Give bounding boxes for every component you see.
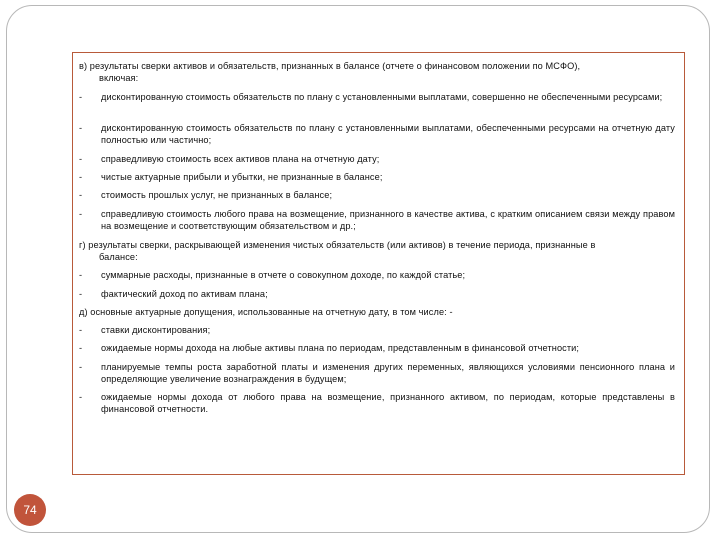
list-item xyxy=(79,342,675,354)
list-item xyxy=(79,91,675,103)
bullet-mark: - xyxy=(79,154,83,164)
list-item-text: ставки дисконтирования; xyxy=(101,325,211,335)
bullet-mark: - xyxy=(79,362,83,372)
list-item-text: планируемые темпы роста заработной платы и изменения других переменных, являющихся условиями пенсионного плана и определяющие увеличение вознаграждения в будущем; xyxy=(101,362,675,384)
list-item-text: ожидаемые нормы дохода от любого права на возмещение, признанного активом, по периодам, которые представлены в финансовой отчетности. xyxy=(101,392,675,414)
bullet-mark: - xyxy=(79,392,83,402)
bullet-mark: - xyxy=(79,172,83,182)
bullet-mark: - xyxy=(79,270,83,280)
list-item-text: ожидаемые нормы дохода на любые активы плана по периодам, представленным в финансовой отчетности; xyxy=(101,343,580,353)
section-d-heading xyxy=(79,306,676,318)
list-item-text: фактический доход по активам плана; xyxy=(101,289,268,299)
list-item xyxy=(79,153,675,165)
list-item-text: справедливую стоимость всех активов плана на отчетную дату; xyxy=(101,154,380,164)
list-item xyxy=(79,391,675,415)
list-item xyxy=(79,189,675,201)
bullet-mark: - xyxy=(79,209,83,219)
bullet-mark: - xyxy=(79,325,83,335)
bullet-mark: - xyxy=(79,92,83,102)
list-item xyxy=(79,269,675,281)
list-item-text: справедливую стоимость любого права на возмещение, признанного в качестве актива, с кратким описанием связи между правом на возмещение и соответствующим обязательством и др.; xyxy=(101,209,675,231)
section-b-line2: включая: xyxy=(99,73,139,83)
list-item xyxy=(79,171,675,183)
bullet-mark: - xyxy=(79,123,83,133)
section-d-line1: д) основные актуарные допущения, использованные на отчетную дату, в том числе: - xyxy=(79,307,453,317)
section-g-line2: балансе: xyxy=(99,252,138,262)
bullet-mark: - xyxy=(79,190,83,200)
page-number: 74 xyxy=(23,503,37,517)
list-item xyxy=(79,361,675,385)
list-item-text: чистые актуарные прибыли и убытки, не признанные в балансе; xyxy=(101,172,383,182)
list-item xyxy=(79,288,675,300)
list-item-text: дисконтированную стоимость обязательств по плану с установленными выплатами, совершенно не обеспеченными ресурсами; xyxy=(101,92,663,102)
list-item xyxy=(79,324,675,336)
bullet-mark: - xyxy=(79,343,83,353)
section-g-heading xyxy=(79,239,676,263)
section-g-line1: г) результаты сверки, раскрывающей изменения чистых обязательств (или активов) в течение периода, признанные в xyxy=(79,240,596,250)
list-item-text: суммарные расходы, признанные в отчете о совокупном доходе, по каждой статье; xyxy=(101,270,466,280)
list-item xyxy=(79,208,675,232)
bullet-mark: - xyxy=(79,289,83,299)
list-item-text: дисконтированную стоимость обязательств по плану с установленными выплатами, обеспеченными ресурсами на отчетную дату полностью или частично; xyxy=(101,123,675,145)
section-b-heading xyxy=(79,60,676,84)
list-item-text: стоимость прошлых услуг, не признанных в балансе; xyxy=(101,190,333,200)
section-b-line1: в) результаты сверки активов и обязательств, признанных в балансе (отчете о финансовом положении по МСФО), xyxy=(79,61,581,71)
list-item xyxy=(79,122,675,146)
